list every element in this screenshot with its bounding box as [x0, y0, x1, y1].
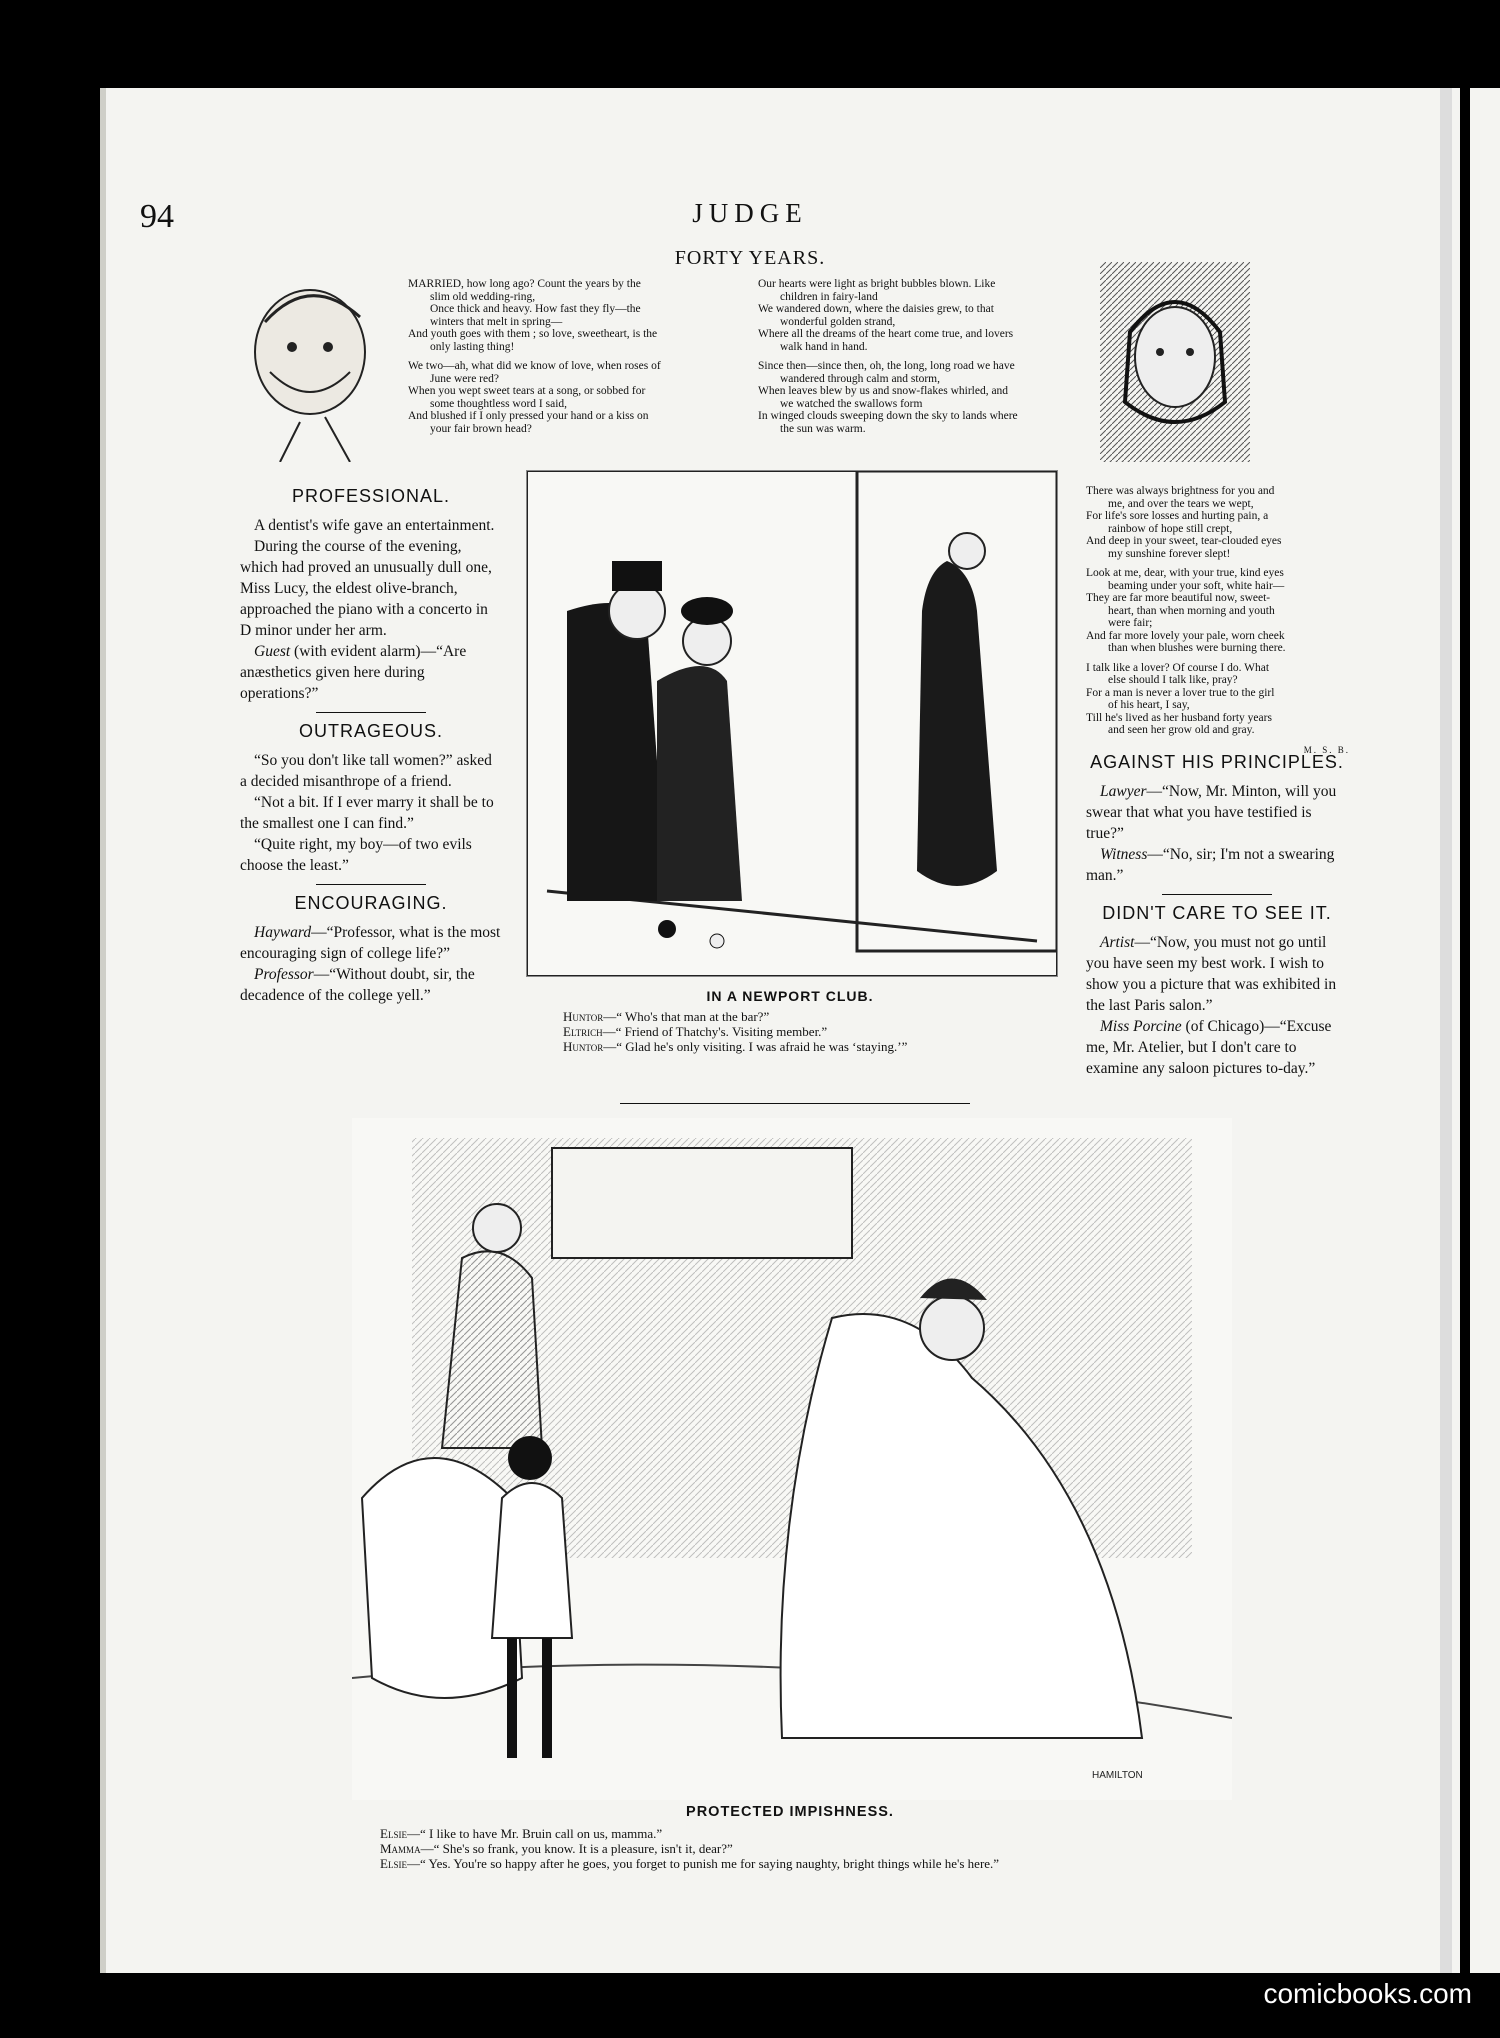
divider: [316, 884, 426, 885]
professional-paragraph: A dentist's wife gave an entertainment.: [254, 517, 495, 534]
dialogue-line: Eltrich—“ Friend of Thatchy's. Visiting member.”: [563, 1024, 828, 1039]
newport-club-illustration: [526, 470, 1058, 977]
poem-title: FORTY YEARS.: [674, 247, 826, 269]
artist-signature: HAMILTON: [1092, 1770, 1143, 1781]
didnt-care-paragraph: Miss Porcine (of Chicago)—“Excuse me, Mr. Atelier, but I don't care to examine any saloon pictures to-day.”: [1086, 1018, 1332, 1077]
encouraging-paragraph: Professor—“Without doubt, sir, the decadence of the college yell.”: [240, 966, 475, 1004]
masthead: JUDGE: [692, 198, 808, 228]
page-number: 94: [140, 198, 174, 235]
divider: [620, 1103, 970, 1104]
professional-paragraph: Guest (with evident alarm)—“Are anæsthetics given here during operations?”: [240, 643, 467, 702]
site-watermark: comicbooks.com: [1263, 1978, 1472, 2009]
next-page-edge: [1470, 88, 1500, 1973]
poem-signature: M. S. B.: [1303, 744, 1350, 755]
outrageous-heading: OUTRAGEOUS.: [298, 721, 443, 741]
page-gutter: [1440, 88, 1452, 1973]
poem-stanza: Since then—since then, oh, the long, long road we have wandered through calm and storm, When leaves blew by us and snow-flakes whirled, and we watched the swallows form In winged clouds sweeping down the sky to lands where the sun was warm.: [758, 360, 1018, 435]
poem-column-3: [1086, 485, 1350, 756]
poem-column-2: [758, 278, 1093, 442]
newport-caption-title: IN A NEWPORT CLUB.: [706, 988, 874, 1004]
outrageous-paragraph: “Not a bit. If I ever marry it shall be to the smallest one I can find.”: [240, 794, 494, 832]
protected-impishness-illustration: [352, 1118, 1232, 1800]
against-principles-heading: AGAINST HIS PRINCIPLES.: [1090, 752, 1344, 772]
didnt-care-paragraph: Artist—“Now, you must not go until you have seen my best work. I wish to show you a picture that was exhibited in the last Paris salon.”: [1086, 934, 1337, 1014]
poem-stanza: Our hearts were light as bright bubbles blown. Like children in fairy-land We wandered down, where the daisies grew, to that wonderful golden strand, Where all the dreams of the heart come true, and lovers walk hand in hand.: [758, 278, 1014, 353]
dialogue-line: Elsie—“ Yes. You're so happy after he goes, you forget to punish me for saying naughty, bright things while he's here.”: [380, 1856, 1000, 1871]
old-woman-portrait-illustration: [1100, 262, 1250, 462]
poem-stanza: We two—ah, what did we know of love, when roses of June were red? When you wept sweet tears at a song, or sobbed for some thoughtless word I said, And blushed if I only pressed your hand or a kiss on your fair brown head?: [408, 360, 661, 435]
divider: [316, 712, 426, 713]
outrageous-paragraph: “So you don't like tall women?” asked a decided misanthrope of a friend.: [240, 752, 492, 790]
dialogue-line: Mamma—“ She's so frank, you know. It is a pleasure, isn't it, dear?”: [380, 1841, 733, 1856]
impishness-dialogue: [380, 1826, 1280, 1871]
professional-heading: PROFESSIONAL.: [291, 486, 451, 506]
poem-stanza: I talk like a lover? Of course I do. What else should I talk like, pray? For a man is never a lover true to the girl of his heart, I say, Till he's lived as her husband forty years and seen her grow old and gray.: [1086, 661, 1275, 736]
professional-paragraph: During the course of the evening, which had proved an unusually dull one, Miss Lucy, the eldest olive-branch, approached the piano with a concerto in D minor under her arm.: [240, 538, 492, 639]
divider: [1162, 894, 1272, 895]
old-man-portrait-illustration: [230, 262, 390, 462]
didnt-care-heading: DIDN'T CARE TO SEE IT.: [1102, 903, 1332, 923]
impishness-caption-title: PROTECTED IMPISHNESS.: [686, 1804, 894, 1820]
poem-stanza: Look at me, dear, with your true, kind eyes beaming under your soft, white hair— They are far more beautiful now, sweet- heart, than when morning and youth were fair; And far more lovely your pale, worn cheek than when blushes were burning there.: [1086, 567, 1286, 654]
poem-stanza: There was always brightness for you and me, and over the tears we wept, For life's sore losses and hurting pain, a rainbow of hope still crept, And deep in your sweet, tear-clouded eyes my sunshine forever slept!: [1086, 485, 1282, 560]
dialogue-line: Elsie—“ I like to have Mr. Bruin call on us, mamma.”: [380, 1826, 663, 1841]
dialogue-line: Huntor—“ Glad he's only visiting. I was afraid he was ‘staying.’”: [563, 1039, 908, 1054]
encouraging-paragraph: Hayward—“Professor, what is the most encouraging sign of college life?”: [240, 924, 501, 962]
encouraging-heading: ENCOURAGING.: [294, 893, 448, 913]
poem-column-1: [408, 278, 738, 442]
dialogue-line: Huntor—“ Who's that man at the bar?”: [563, 1009, 770, 1024]
right-column: [1086, 752, 1348, 1079]
newport-dialogue: [563, 1009, 1043, 1054]
outrageous-paragraph: “Quite right, my boy—of two evils choose the least.”: [240, 836, 472, 874]
against-principles-paragraph: Lawyer—“Now, Mr. Minton, will you swear that what you have testified is true?”: [1086, 783, 1337, 842]
poem-stanza: MARRIED, how long ago? Count the years by the slim old wedding-ring, Once thick and heavy. How fast they fly—the winters that melt in spring— And youth goes with them ; so love, sweetheart, is the only lasting thing!: [408, 278, 658, 353]
against-principles-paragraph: Witness—“No, sir; I'm not a swearing man.”: [1086, 846, 1335, 884]
left-column: [240, 486, 502, 1006]
